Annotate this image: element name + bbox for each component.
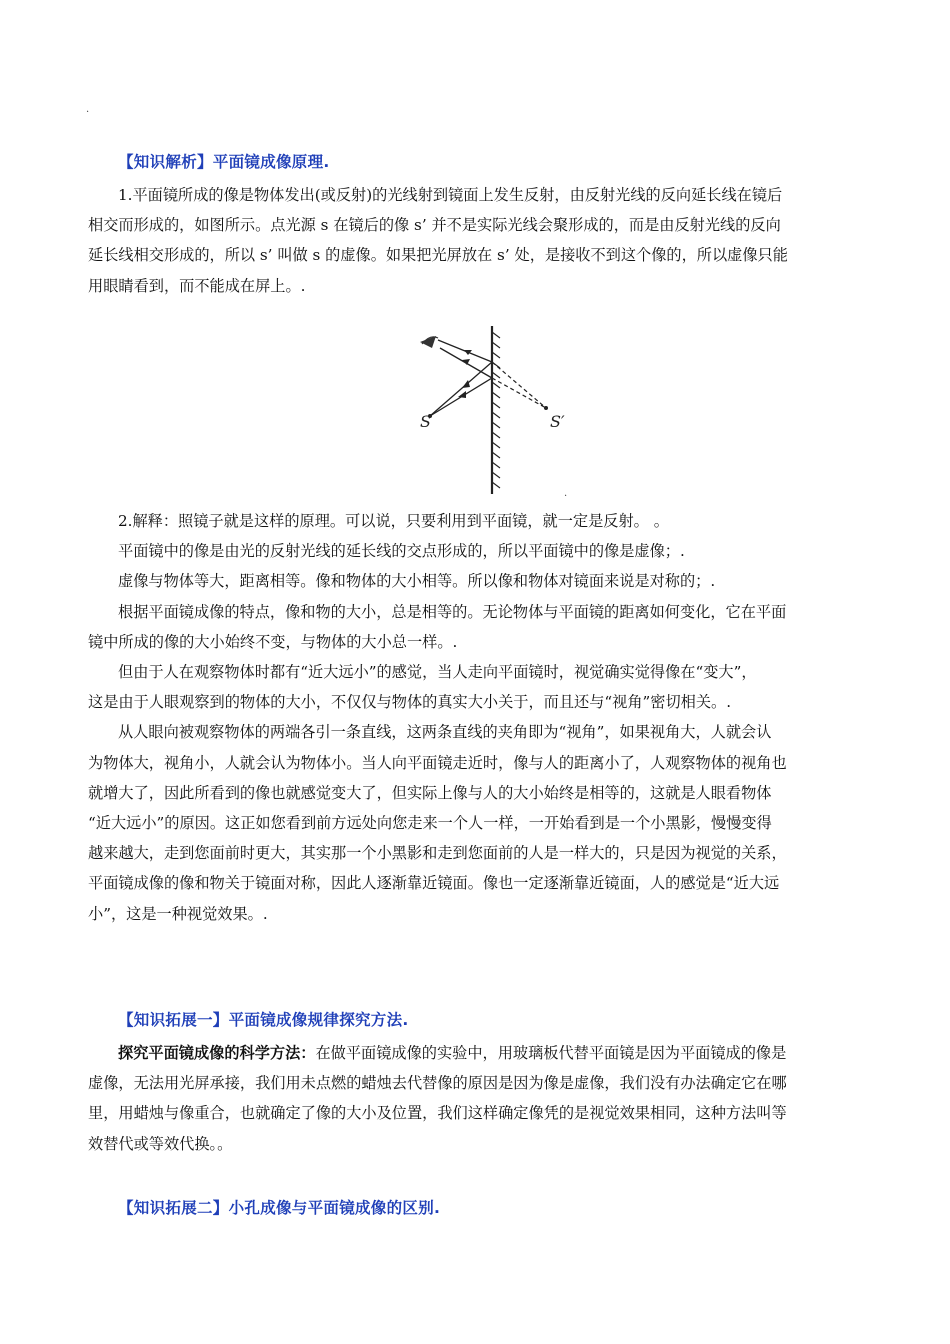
paragraph-science-method: [88, 1038, 866, 1159]
text-line: 虚像，无法用光屏承接，我们用未点燃的蜡烛去代替像的原因是因为像是虚像，我们没有办法确定它在哪: [88, 1074, 787, 1093]
paragraph-principle: [88, 180, 866, 301]
heading-knowledge-analysis: 【知识解析】平面镜成像原理.: [118, 153, 330, 171]
text-line: 根据平面镜成像的特点，像和物的大小，总是相等的。无论物体与平面镜的距离如何变化，它在平面: [118, 602, 787, 621]
heading-extension-two: 【知识拓展二】小孔成像与平面镜成像的区别.: [118, 1199, 441, 1217]
heading-extension-one: 【知识拓展一】平面镜成像规律探究方法.: [118, 1011, 409, 1029]
paragraph-explanation: [88, 506, 866, 929]
text-line: 就增大了，因此所看到的像也就感觉变大了，但实际上像与人的大小始终是相等的，这就是人眼看物体: [88, 783, 772, 802]
arrow-icon: [462, 380, 470, 388]
text-line: 平面镜成像的像和物关于镜面对称，因此人逐渐靠近镜面。像也一定逐渐靠近镜面，人的感觉是“近大远: [88, 874, 780, 893]
text-line: 镜中所成的像的大小始终不变，与物体的大小总一样。.: [88, 632, 458, 651]
incident-ray-upper: [430, 362, 492, 416]
text-line: 为物体大，视角小，人就会认为物体小。当人向平面镜走近时，像与人的距离小了，人观察物体的视角也: [88, 753, 787, 772]
text-line: 2.解释：照镜子就是这样的原理。可以说，只要利用到平面镜，就一定是反射。 。: [118, 512, 669, 530]
text-line: 里，用蜡烛与像重合，也就确定了像的大小及位置，我们这样确定像凭的是视觉效果相同，这种方法叫等: [88, 1104, 787, 1123]
label-s: S: [420, 412, 431, 431]
page-mark: .: [86, 104, 90, 115]
text-line: 延长线相交形成的，所以 s’ 叫做 s 的虚像。如果把光屏放在 s’ 处，是接收不到这个像的，所以虚像只能: [88, 246, 788, 265]
virtual-ray-lower: [492, 378, 546, 408]
text-line: 虚像与物体等大，距离相等。像和物体的大小相等。所以像和物体对镜面来说是对称的；.: [118, 572, 716, 591]
plane-mirror-diagram: [412, 322, 574, 498]
text-line: 这是由于人眼观察到的物体的大小，不仅仅与物体的真实大小关于，而且还与“视角”密切相关。.: [88, 693, 732, 712]
image-point-s-prime: [544, 406, 548, 410]
arrow-icon: [458, 391, 466, 398]
label-s-prime: S′: [550, 412, 565, 431]
mirror-hatching: [492, 332, 500, 488]
text-line: 小”，这是一种视觉效果。.: [88, 904, 268, 923]
method-term: 探究平面镜成像的科学方法：: [118, 1044, 316, 1062]
virtual-ray-upper: [492, 362, 546, 408]
method-text: 在做平面镜成像的实验中，用玻璃板代替平面镜是因为平面镜成的像是: [315, 1044, 787, 1062]
text-line: 效替代或等效代换。。: [88, 1134, 233, 1153]
text-line: 平面镜中的像是由光的反射光线的延长线的交点形成的，所以平面镜中的像是虚像；.: [118, 542, 685, 561]
text-line: “近大远小”的原因。这正如您看到前方远处向您走来一个人一样，一开始看到是一个小黑影，慢慢变得: [88, 814, 772, 833]
text-line: 从人眼向被观察物体的两端各引一条直线，这两条直线的夹角即为“视角”，如果视角大，人就会认: [118, 723, 772, 742]
text-line: [88, 1038, 866, 1068]
text-line: 但由于人在观察物体时都有“近大远小”的感觉，当人走向平面镜时，视觉确实觉得像在“变大”，: [118, 663, 757, 682]
text-line: 相交而形成的，如图所示。点光源 s 在镜后的像 s’ 并不是实际光线会聚形成的，而是由反射光线的反向: [88, 216, 781, 235]
diagram-mark: .: [564, 488, 568, 498]
text-line: 用眼睛看到，而不能成在屏上。.: [88, 276, 306, 295]
text-line: 越来越大，走到您面前时更大，其实那一个小黑影和走到您面前的人是一样大的，只是因为视觉的关系，: [88, 844, 787, 863]
eye-icon: [420, 336, 438, 348]
text-line: 1.平面镜所成的像是物体发出(或反射)的光线射到镜面上发生反射，由反射光线的反向延长线在镜后: [118, 186, 783, 204]
arrow-icon: [464, 350, 472, 355]
